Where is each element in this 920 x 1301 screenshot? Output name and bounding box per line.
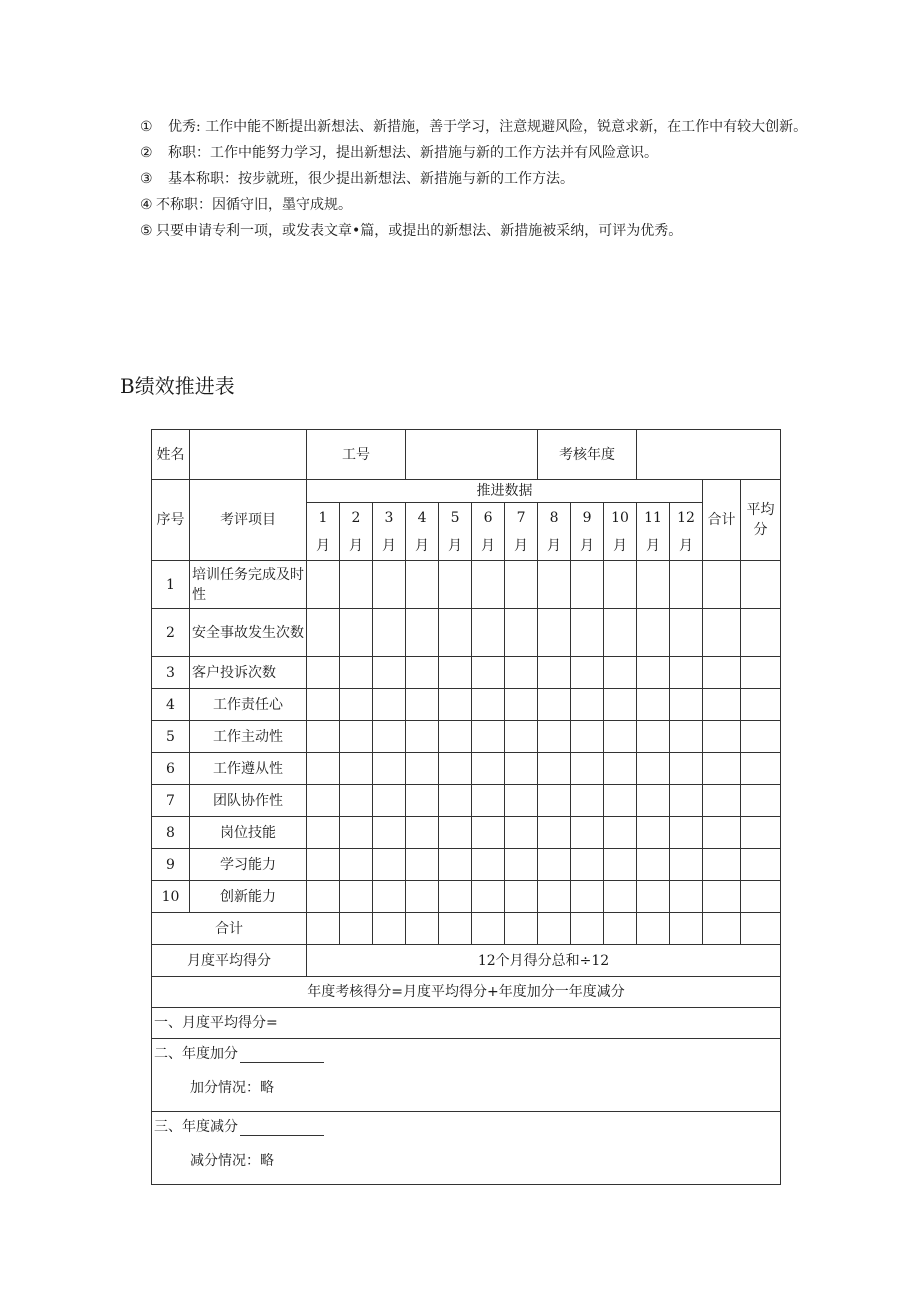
score-cell[interactable] (703, 753, 741, 785)
table-row (152, 785, 781, 817)
score-cell[interactable] (703, 561, 741, 609)
month-unit: 月 (646, 537, 661, 554)
annual-bonus-blank[interactable] (240, 1046, 324, 1063)
month-header-6 (472, 503, 505, 561)
score-cell[interactable] (406, 689, 439, 721)
sum-cell[interactable] (439, 913, 472, 945)
sum-cell[interactable] (703, 913, 741, 945)
section1-cell (152, 1008, 781, 1039)
month-unit: 月 (613, 537, 628, 554)
score-cell[interactable] (637, 785, 670, 817)
score-cell[interactable] (472, 785, 505, 817)
score-cell[interactable] (406, 881, 439, 913)
row-item: 工作主动性 (190, 721, 307, 753)
score-cell[interactable] (373, 689, 406, 721)
score-cell[interactable] (538, 609, 571, 657)
score-cell[interactable] (505, 561, 538, 609)
score-cell[interactable] (538, 753, 571, 785)
month-number: 9 (582, 509, 592, 526)
annual-deduction-label: 三、年度减分 (154, 1119, 238, 1135)
score-cell[interactable] (741, 849, 781, 881)
row-item: 客户投诉次数 (190, 657, 307, 689)
score-cell[interactable] (571, 881, 604, 913)
annual-bonus-label: 二、年度加分 (154, 1046, 238, 1062)
criterion-number: ③ (140, 171, 153, 187)
sum-cell[interactable] (505, 913, 538, 945)
criterion-4 (140, 192, 830, 218)
row-number: 6 (152, 753, 190, 785)
row-item: 岗位技能 (190, 817, 307, 849)
score-cell[interactable] (604, 785, 637, 817)
score-cell[interactable] (637, 721, 670, 753)
score-cell[interactable] (373, 609, 406, 657)
criterion-text: 不称职：因循守旧，墨守成规。 (156, 197, 352, 213)
score-cell[interactable] (604, 753, 637, 785)
month-number: 6 (483, 509, 493, 526)
month-number: 11 (644, 509, 662, 526)
sum-cell[interactable] (604, 913, 637, 945)
table-row (152, 881, 781, 913)
score-cell[interactable] (670, 657, 703, 689)
sum-cell[interactable] (406, 913, 439, 945)
progress-header: 推进数据 (307, 480, 703, 503)
section3-cell (152, 1112, 781, 1185)
score-cell[interactable] (472, 753, 505, 785)
score-cell[interactable] (604, 881, 637, 913)
score-cell[interactable] (472, 817, 505, 849)
score-cell[interactable] (505, 785, 538, 817)
score-cell[interactable] (670, 881, 703, 913)
score-cell[interactable] (637, 849, 670, 881)
row-item: 安全事故发生次数 (190, 609, 307, 657)
score-cell[interactable] (472, 609, 505, 657)
score-cell[interactable] (406, 849, 439, 881)
score-cell[interactable] (538, 881, 571, 913)
header-row (152, 430, 781, 480)
score-cell[interactable] (538, 785, 571, 817)
performance-table (151, 429, 781, 1185)
month-number: 10 (611, 509, 629, 526)
score-cell[interactable] (340, 849, 373, 881)
score-cell[interactable] (637, 561, 670, 609)
score-cell[interactable] (505, 817, 538, 849)
score-cell[interactable] (571, 657, 604, 689)
score-cell[interactable] (505, 609, 538, 657)
row-number: 9 (152, 849, 190, 881)
month-header-2 (340, 503, 373, 561)
criterion-text: 基本称职：按步就班，很少提出新想法、新措施与新的工作方法。 (168, 171, 574, 187)
score-cell[interactable] (439, 721, 472, 753)
table-row (152, 849, 781, 881)
criterion-number: ① (140, 119, 153, 135)
score-cell[interactable] (307, 609, 340, 657)
section2-cell (152, 1039, 781, 1112)
score-cell[interactable] (472, 881, 505, 913)
sum-cell[interactable] (571, 913, 604, 945)
score-cell[interactable] (604, 657, 637, 689)
score-cell[interactable] (340, 753, 373, 785)
score-cell[interactable] (340, 817, 373, 849)
score-cell[interactable] (505, 657, 538, 689)
monthly-avg-row (152, 945, 781, 977)
score-cell[interactable] (340, 721, 373, 753)
score-cell[interactable] (538, 849, 571, 881)
table-row (152, 721, 781, 753)
score-cell[interactable] (741, 881, 781, 913)
score-cell[interactable] (637, 657, 670, 689)
month-number: 7 (516, 509, 526, 526)
score-cell[interactable] (538, 721, 571, 753)
score-cell[interactable] (604, 817, 637, 849)
table-row (152, 657, 781, 689)
criterion-text: 只要申请专利一项，或发表文章•篇，或提出的新想法、新措施被采纳，可评为优秀。 (156, 223, 683, 239)
row-number: 7 (152, 785, 190, 817)
sum-label: 合计 (152, 913, 307, 945)
month-header-7 (505, 503, 538, 561)
score-cell[interactable] (637, 881, 670, 913)
section1-row (152, 1008, 781, 1039)
section-title: B绩效推进表 (120, 374, 235, 398)
score-cell[interactable] (439, 609, 472, 657)
score-cell[interactable] (571, 721, 604, 753)
score-cell[interactable] (505, 721, 538, 753)
criterion-1 (140, 114, 830, 140)
annual-formula: 年度考核得分=月度平均得分+年度加分一年度减分 (152, 977, 781, 1008)
score-cell[interactable] (703, 881, 741, 913)
section2-row (152, 1039, 781, 1112)
name-value[interactable] (190, 430, 307, 480)
sum-cell[interactable] (307, 913, 340, 945)
score-cell[interactable] (703, 849, 741, 881)
score-cell[interactable] (439, 785, 472, 817)
month-unit: 月 (547, 537, 562, 554)
item-header: 考评项目 (190, 480, 307, 561)
column-header-row (152, 480, 781, 503)
month-header-11 (637, 503, 670, 561)
score-cell[interactable] (703, 721, 741, 753)
score-cell[interactable] (439, 657, 472, 689)
score-cell[interactable] (670, 785, 703, 817)
criterion-number: ⑤ (140, 223, 153, 239)
row-number: 3 (152, 657, 190, 689)
score-cell[interactable] (741, 561, 781, 609)
criterion-text: 称职：工作中能努力学习，提出新想法、新措施与新的工作方法并有风险意识。 (168, 145, 658, 161)
score-cell[interactable] (439, 881, 472, 913)
item-rows (152, 561, 781, 913)
month-unit: 月 (679, 537, 694, 554)
score-cell[interactable] (406, 657, 439, 689)
employee-id-value[interactable] (406, 430, 538, 480)
month-number: 3 (384, 509, 394, 526)
annual-bonus-detail: 加分情况：略 (190, 1080, 274, 1096)
score-cell[interactable] (505, 753, 538, 785)
seq-header: 序号 (152, 480, 190, 561)
score-cell[interactable] (670, 561, 703, 609)
row-item: 工作遵从性 (190, 753, 307, 785)
score-cell[interactable] (571, 849, 604, 881)
monthly-avg-formula: 12个月得分总和÷12 (307, 945, 781, 977)
table-row (152, 689, 781, 721)
row-number: 2 (152, 609, 190, 657)
score-cell[interactable] (406, 753, 439, 785)
score-cell[interactable] (340, 657, 373, 689)
score-cell[interactable] (741, 753, 781, 785)
monthly-avg-label: 月度平均得分 (152, 945, 307, 977)
score-cell[interactable] (505, 849, 538, 881)
month-number: 5 (450, 509, 460, 526)
score-cell[interactable] (741, 817, 781, 849)
month-header-8 (538, 503, 571, 561)
sum-row (152, 913, 781, 945)
score-cell[interactable] (703, 817, 741, 849)
score-cell[interactable] (406, 561, 439, 609)
month-number: 12 (677, 509, 695, 526)
sum-cell[interactable] (637, 913, 670, 945)
month-unit: 月 (349, 537, 363, 554)
score-cell[interactable] (604, 721, 637, 753)
score-cell[interactable] (670, 609, 703, 657)
row-number: 4 (152, 689, 190, 721)
criterion-5 (140, 218, 830, 244)
avg-header: 平均分 (741, 480, 781, 561)
month-header-12 (670, 503, 703, 561)
score-cell[interactable] (373, 817, 406, 849)
annual-deduction-detail: 减分情况：略 (190, 1153, 274, 1169)
score-cell[interactable] (571, 817, 604, 849)
annual-deduction-blank[interactable] (240, 1119, 324, 1136)
annual-formula-row (152, 977, 781, 1008)
score-cell[interactable] (439, 753, 472, 785)
month-header-1 (307, 503, 340, 561)
score-cell[interactable] (703, 609, 741, 657)
score-cell[interactable] (505, 881, 538, 913)
score-cell[interactable] (340, 689, 373, 721)
month-number: 2 (351, 509, 361, 526)
score-cell[interactable] (741, 609, 781, 657)
row-item: 培训任务完成及时性 (190, 561, 307, 609)
score-cell[interactable] (637, 753, 670, 785)
table-row (152, 817, 781, 849)
score-cell[interactable] (439, 849, 472, 881)
score-cell[interactable] (373, 657, 406, 689)
score-cell[interactable] (571, 785, 604, 817)
monthly-avg-score-label: 一、月度平均得分= (154, 1015, 278, 1031)
score-cell[interactable] (670, 849, 703, 881)
score-cell[interactable] (373, 721, 406, 753)
score-cell[interactable] (741, 689, 781, 721)
score-cell[interactable] (538, 689, 571, 721)
criterion-text: 优秀: 工作中能不断提出新想法、新措施，善于学习，注意规避风险，锐意求新，在工作中有较大创新。 (168, 119, 808, 135)
score-cell[interactable] (703, 657, 741, 689)
row-number: 8 (152, 817, 190, 849)
score-cell[interactable] (604, 689, 637, 721)
score-cell[interactable] (472, 721, 505, 753)
score-cell[interactable] (637, 689, 670, 721)
score-cell[interactable] (439, 561, 472, 609)
score-cell[interactable] (538, 817, 571, 849)
month-unit: 月 (448, 537, 463, 554)
score-cell[interactable] (307, 721, 340, 753)
sum-cell[interactable] (538, 913, 571, 945)
score-cell[interactable] (670, 721, 703, 753)
score-cell[interactable] (373, 785, 406, 817)
score-cell[interactable] (406, 721, 439, 753)
month-unit: 月 (382, 537, 397, 554)
month-number: 1 (318, 509, 328, 526)
month-header-10 (604, 503, 637, 561)
score-cell[interactable] (373, 849, 406, 881)
month-unit: 月 (481, 537, 496, 554)
table-row (152, 609, 781, 657)
criterion-2 (140, 140, 830, 166)
score-cell[interactable] (406, 785, 439, 817)
year-value[interactable] (637, 430, 781, 480)
score-cell[interactable] (571, 689, 604, 721)
score-cell[interactable] (604, 609, 637, 657)
score-cell[interactable] (373, 881, 406, 913)
row-number: 10 (152, 881, 190, 913)
row-item: 工作责任心 (190, 689, 307, 721)
score-cell[interactable] (472, 849, 505, 881)
criterion-number: ④ (140, 197, 153, 213)
score-cell[interactable] (439, 689, 472, 721)
month-header-5 (439, 503, 472, 561)
month-header-3 (373, 503, 406, 561)
score-cell[interactable] (571, 561, 604, 609)
month-unit: 月 (316, 537, 330, 554)
score-cell[interactable] (637, 609, 670, 657)
score-cell[interactable] (406, 817, 439, 849)
score-cell[interactable] (340, 785, 373, 817)
month-number: 8 (549, 509, 559, 526)
annual-deduction-line (152, 1112, 780, 1142)
score-cell[interactable] (307, 689, 340, 721)
year-label: 考核年度 (538, 430, 637, 480)
score-cell[interactable] (604, 849, 637, 881)
sum-cell[interactable] (670, 913, 703, 945)
row-item: 创新能力 (190, 881, 307, 913)
criterion-3 (140, 166, 830, 192)
score-cell[interactable] (571, 753, 604, 785)
score-cell[interactable] (307, 817, 340, 849)
score-cell[interactable] (307, 785, 340, 817)
rating-criteria (140, 114, 830, 244)
annual-bonus-line (152, 1039, 780, 1069)
row-number: 5 (152, 721, 190, 753)
sum-cell[interactable] (741, 913, 781, 945)
section3-row (152, 1112, 781, 1185)
month-header-4 (406, 503, 439, 561)
score-cell[interactable] (307, 657, 340, 689)
score-cell[interactable] (538, 561, 571, 609)
score-cell[interactable] (703, 689, 741, 721)
score-cell[interactable] (741, 785, 781, 817)
row-item: 学习能力 (190, 849, 307, 881)
score-cell[interactable] (406, 609, 439, 657)
score-cell[interactable] (307, 881, 340, 913)
score-cell[interactable] (307, 561, 340, 609)
score-cell[interactable] (340, 881, 373, 913)
score-cell[interactable] (604, 561, 637, 609)
score-cell[interactable] (670, 753, 703, 785)
score-cell[interactable] (637, 817, 670, 849)
row-item: 团队协作性 (190, 785, 307, 817)
month-unit: 月 (514, 537, 529, 554)
sum-cell[interactable] (340, 913, 373, 945)
month-unit: 月 (415, 537, 430, 554)
score-cell[interactable] (373, 561, 406, 609)
total-header: 合计 (703, 480, 741, 561)
score-cell[interactable] (741, 657, 781, 689)
score-cell[interactable] (307, 849, 340, 881)
table-row (152, 561, 781, 609)
month-unit: 月 (580, 537, 595, 554)
table-row (152, 753, 781, 785)
score-cell[interactable] (670, 689, 703, 721)
criterion-number: ② (140, 145, 153, 161)
row-number: 1 (152, 561, 190, 609)
score-cell[interactable] (472, 657, 505, 689)
score-cell[interactable] (703, 785, 741, 817)
score-cell[interactable] (340, 609, 373, 657)
score-cell[interactable] (439, 817, 472, 849)
sum-cell[interactable] (373, 913, 406, 945)
score-cell[interactable] (571, 609, 604, 657)
employee-id-label: 工号 (307, 430, 406, 480)
sum-cell[interactable] (472, 913, 505, 945)
score-cell[interactable] (505, 689, 538, 721)
score-cell[interactable] (307, 753, 340, 785)
month-number: 4 (417, 509, 427, 526)
score-cell[interactable] (538, 657, 571, 689)
score-cell[interactable] (741, 721, 781, 753)
name-label: 姓名 (152, 430, 190, 480)
score-cell[interactable] (472, 689, 505, 721)
score-cell[interactable] (670, 817, 703, 849)
score-cell[interactable] (340, 561, 373, 609)
score-cell[interactable] (472, 561, 505, 609)
month-header-9 (571, 503, 604, 561)
score-cell[interactable] (373, 753, 406, 785)
